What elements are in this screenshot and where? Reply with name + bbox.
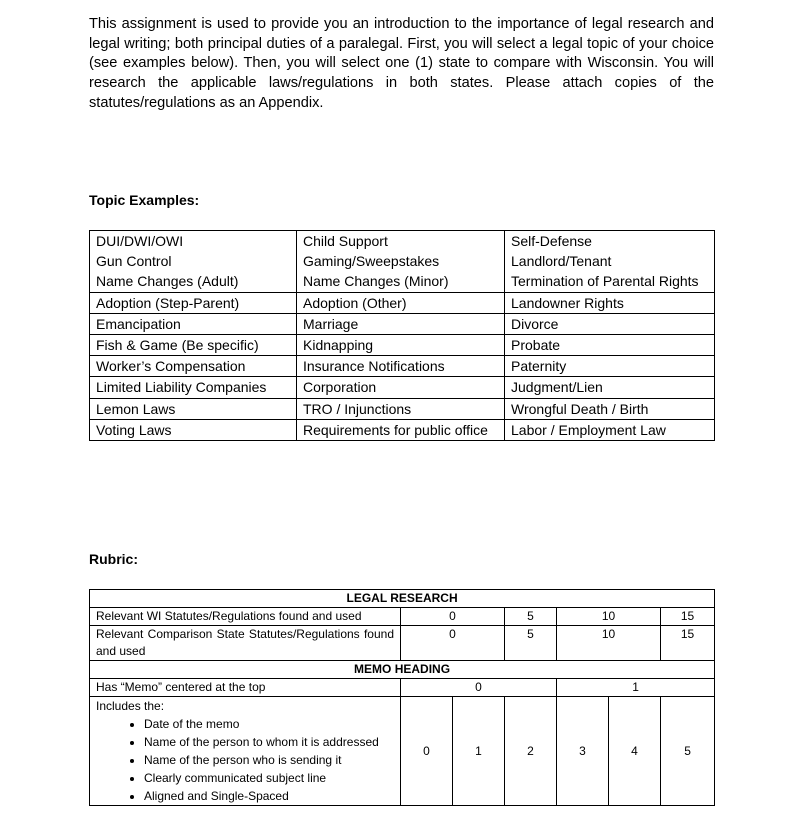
topic-cell: Adoption (Step-Parent) <box>90 292 297 313</box>
topic-cell: Adoption (Other) <box>297 292 505 313</box>
list-item: • Aligned and Single-Spaced <box>144 787 394 805</box>
table-row <box>90 292 715 313</box>
legal-research-title: LEGAL RESEARCH <box>90 590 715 608</box>
rubric-heading: Rubric: <box>89 551 138 567</box>
topic-cell: Gaming/Sweepstakes <box>297 251 505 271</box>
topic-examples-heading: Topic Examples: <box>89 192 200 208</box>
list-item: • Clearly communicated subject line <box>144 769 394 787</box>
topic-cell: TRO / Injunctions <box>297 398 505 419</box>
topic-cell: Judgment/Lien <box>505 377 715 398</box>
table-row <box>90 335 715 356</box>
rubric-score: 15 <box>661 626 715 661</box>
rubric-table <box>89 589 715 806</box>
rubric-score: 1 <box>557 679 715 697</box>
intro-paragraph: This assignment is used to provide you an introduction to the importance of legal research and legal writing; both principal duties of a paralegal. First, you will select a legal topic of your choice (see examples below). Then, you will select one (1) state to compare with Wisconsin. You will research the applicable laws/regulations in both states. Please attach copies of the statutes/regulations as an Appendix. <box>89 16 714 111</box>
topic-cell: Wrongful Death / Birth <box>505 398 715 419</box>
topic-cell: Name Changes (Minor) <box>297 271 505 292</box>
table-row <box>90 419 715 440</box>
topic-cell: Insurance Notifications <box>297 356 505 377</box>
rubric-score: 5 <box>505 608 557 626</box>
table-row <box>90 231 715 252</box>
rubric-score: 15 <box>661 608 715 626</box>
rubric-score: 10 <box>557 626 661 661</box>
topic-cell: Limited Liability Companies <box>90 377 297 398</box>
topic-cell: Probate <box>505 335 715 356</box>
table-row <box>90 251 715 271</box>
rubric-score: 0 <box>401 697 453 806</box>
topic-cell: Labor / Employment Law <box>505 419 715 440</box>
rubric-score: 0 <box>401 679 557 697</box>
table-row <box>90 377 715 398</box>
rubric-score: 5 <box>505 626 557 661</box>
topic-cell: Self-Defense <box>505 231 715 252</box>
topic-cell: DUI/DWI/OWI <box>90 231 297 252</box>
rubric-score: 10 <box>557 608 661 626</box>
list-item: • Name of the person to whom it is addressed <box>144 733 394 751</box>
includes-list <box>96 715 394 805</box>
table-row <box>90 398 715 419</box>
rubric-row <box>90 679 715 697</box>
list-item: • Name of the person who is sending it <box>144 751 394 769</box>
topic-cell: Termination of Parental Rights <box>505 271 715 292</box>
topic-cell: Requirements for public office <box>297 419 505 440</box>
rubric-row <box>90 697 715 806</box>
rubric-section-row <box>90 590 715 608</box>
rubric-criterion <box>90 697 401 806</box>
rubric-score: 2 <box>505 697 557 806</box>
rubric-score: 0 <box>401 608 505 626</box>
table-row <box>90 356 715 377</box>
topic-cell: Landlord/Tenant <box>505 251 715 271</box>
topic-cell: Name Changes (Adult) <box>90 271 297 292</box>
rubric-score: 4 <box>609 697 661 806</box>
topic-cell: Worker’s Compensation <box>90 356 297 377</box>
topic-cell: Fish & Game (Be specific) <box>90 335 297 356</box>
topic-cell: Voting Laws <box>90 419 297 440</box>
topic-cell: Corporation <box>297 377 505 398</box>
topic-cell: Marriage <box>297 313 505 334</box>
rubric-score: 5 <box>661 697 715 806</box>
includes-label: Includes the: <box>96 699 165 713</box>
rubric-score: 3 <box>557 697 609 806</box>
topic-cell: Divorce <box>505 313 715 334</box>
rubric-section-row <box>90 661 715 679</box>
memo-heading-title: MEMO HEADING <box>90 661 715 679</box>
rubric-row <box>90 626 715 661</box>
topic-cell: Gun Control <box>90 251 297 271</box>
rubric-criterion: Has “Memo” centered at the top <box>90 679 401 697</box>
rubric-row <box>90 608 715 626</box>
topic-cell: Child Support <box>297 231 505 252</box>
topic-cell: Kidnapping <box>297 335 505 356</box>
topic-cell: Lemon Laws <box>90 398 297 419</box>
list-item: • Date of the memo <box>144 715 394 733</box>
topic-cell: Paternity <box>505 356 715 377</box>
topic-cell: Emancipation <box>90 313 297 334</box>
rubric-score: 0 <box>401 626 505 661</box>
table-row <box>90 271 715 292</box>
topic-examples-table <box>89 230 715 441</box>
rubric-criterion: Relevant Comparison State Statutes/Regulations found and used <box>90 626 401 661</box>
rubric-criterion: Relevant WI Statutes/Regulations found and used <box>90 608 401 626</box>
rubric-score: 1 <box>453 697 505 806</box>
topic-cell: Landowner Rights <box>505 292 715 313</box>
table-row <box>90 313 715 334</box>
